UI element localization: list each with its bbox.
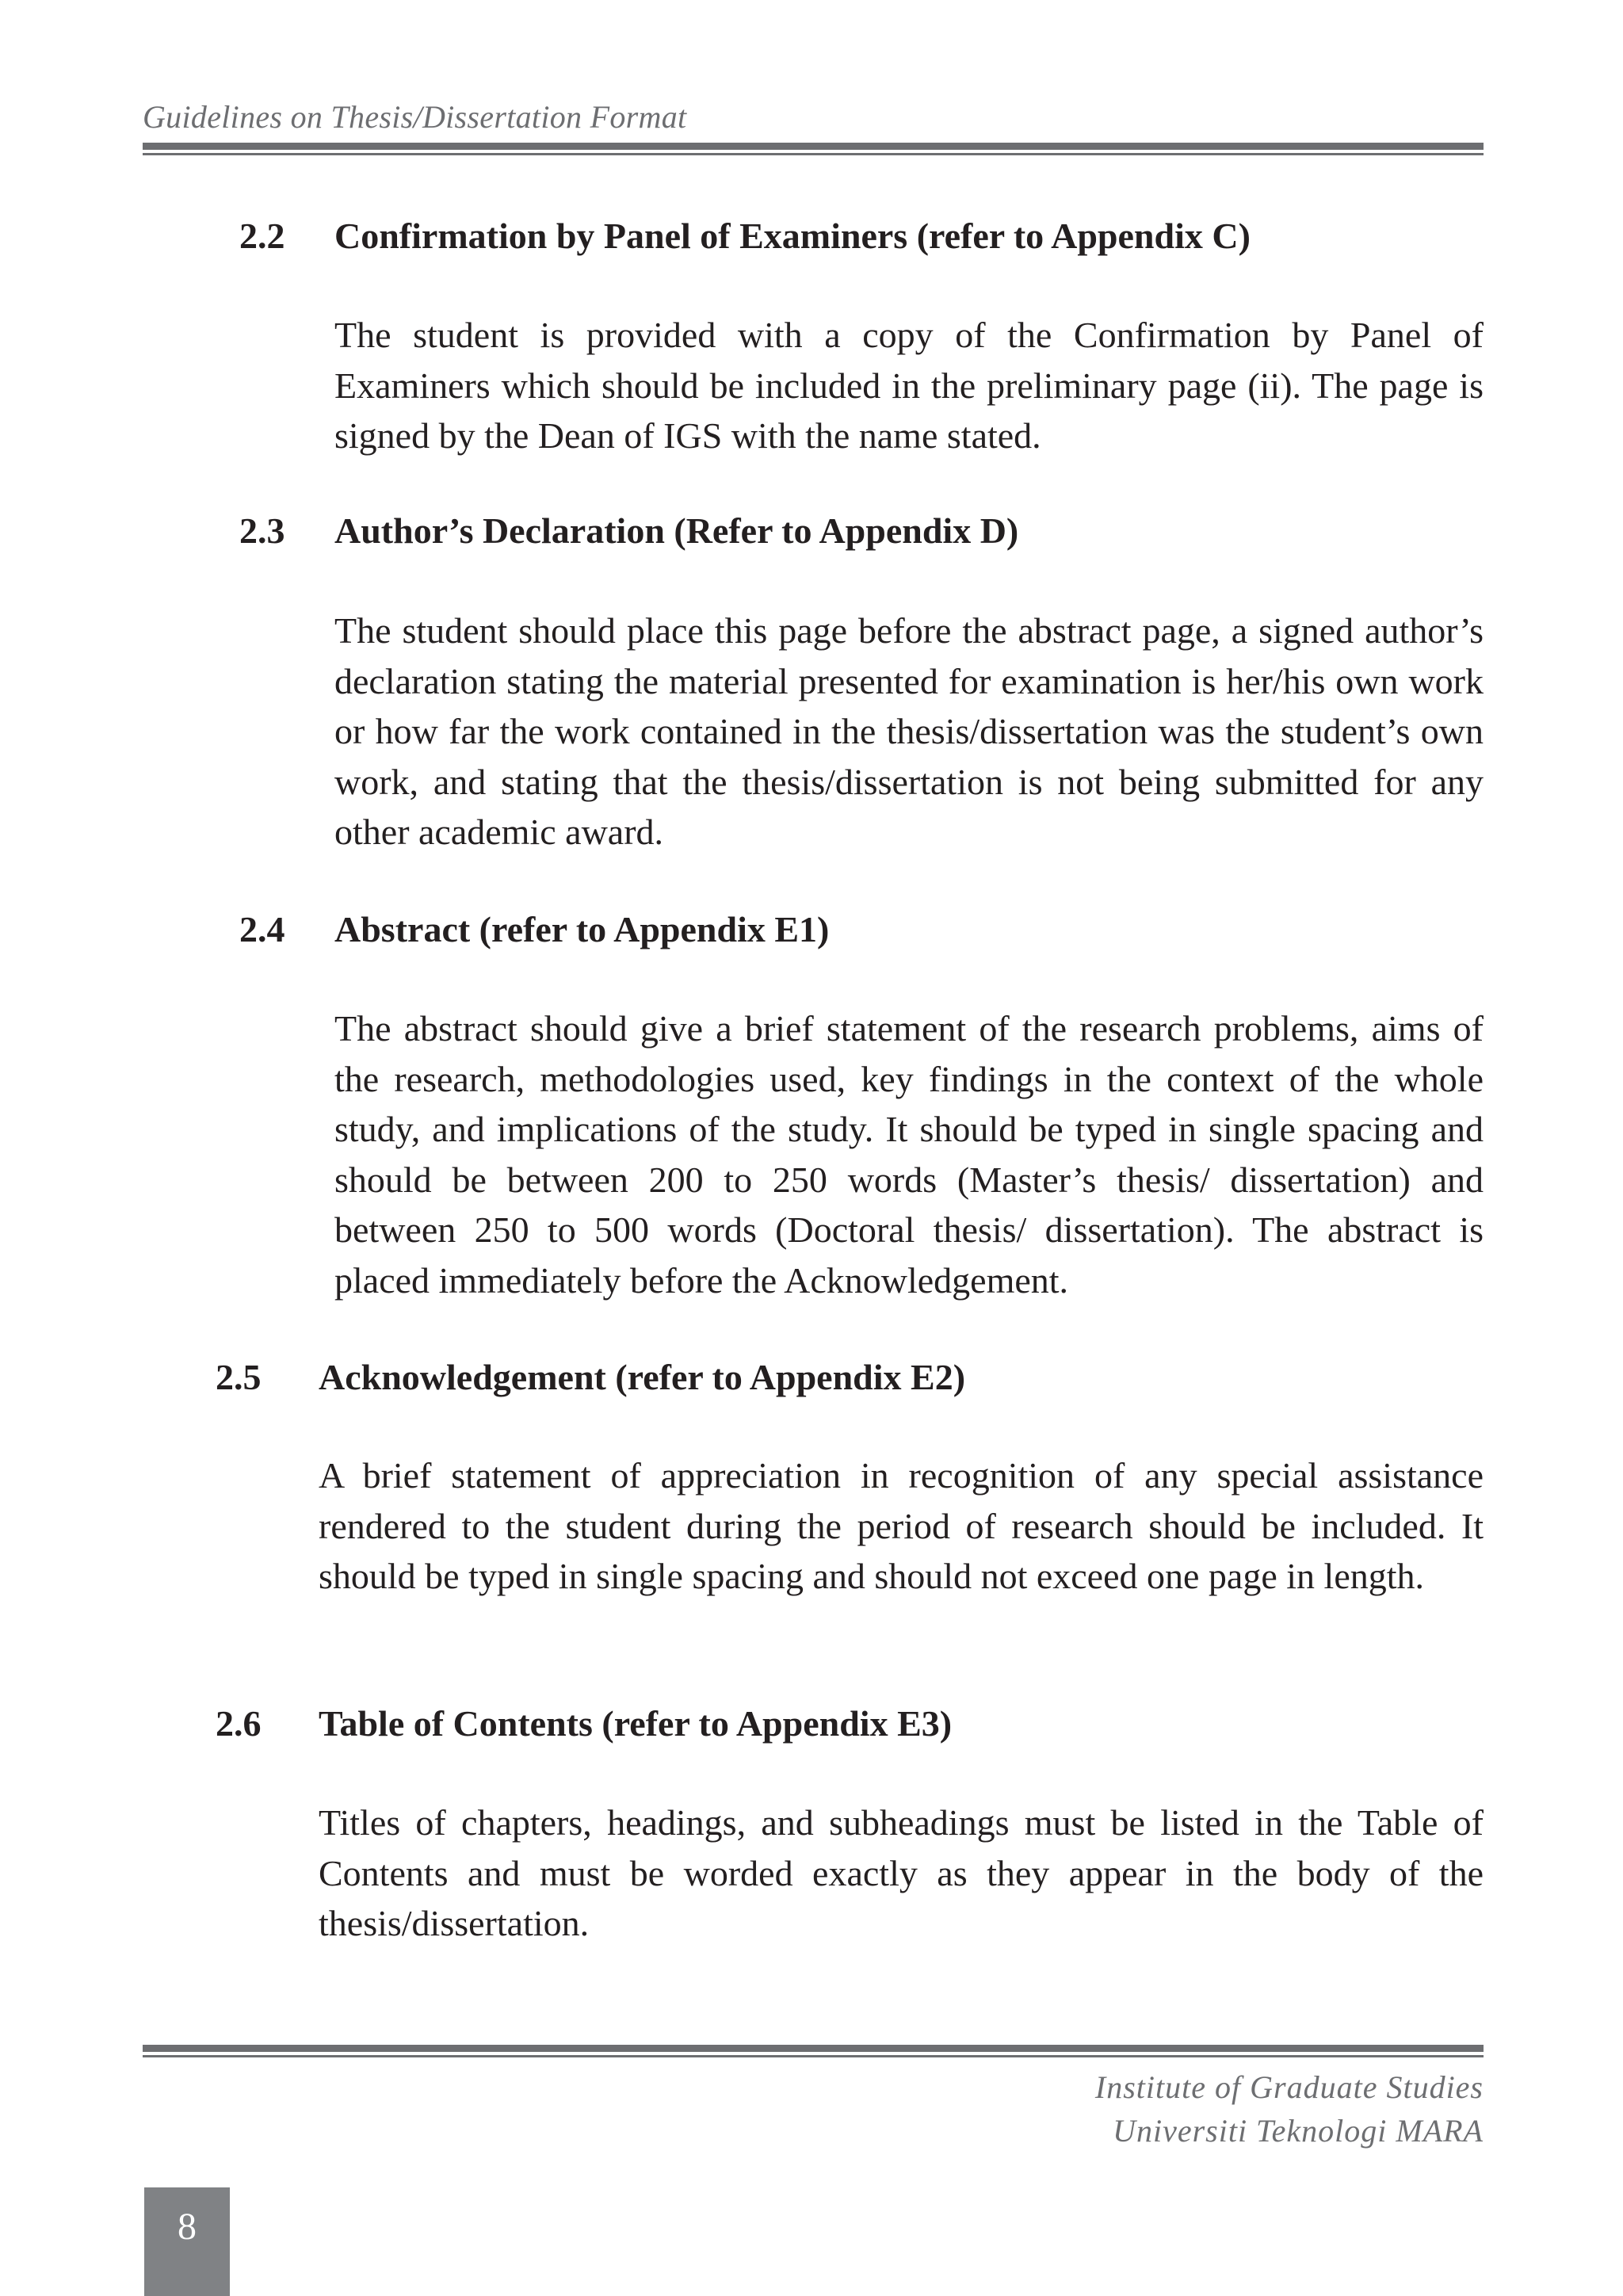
section-body: A brief statement of appreciation in recognition of any special assistance rendered to the student during the period of research should be included. It should be typed in single spacing and should not exceed one page in length.	[319, 1455, 1484, 1596]
page-number-tab	[144, 2187, 230, 2296]
section-number: 2.2	[239, 216, 285, 256]
section-title: Acknowledgement (refer to Appendix E2)	[319, 1357, 966, 1397]
section-body: The student is provided with a copy of the Confirmation by Panel of Examiners which should be included in the preliminary page (ii). The page is signed by the Dean of IGS with the name stated.	[334, 315, 1484, 456]
page-number: 8	[178, 2206, 197, 2248]
section-body: The student should place this page before the abstract page, a signed author’s declaration stating the material presented for examination is her/his own work or how far the work contained in the thesis/dissertation was the student’s own work, and stating that the thesis/dissertation is not being submitted for any other academic award.	[334, 610, 1484, 852]
section-number: 2.3	[239, 510, 285, 551]
footer-rule-thick	[143, 2045, 1484, 2052]
running-header: Guidelines on Thesis/Dissertation Format	[143, 99, 687, 135]
footer-university-name: Universiti Teknologi MARA	[1113, 2113, 1484, 2149]
section-title: Abstract (refer to Appendix E1)	[334, 909, 830, 949]
section-body: Titles of chapters, headings, and subheadings must be listed in the Table of Contents and must be worded exactly as they appear in the body of the thesis/dissertation.	[319, 1802, 1484, 1943]
header-rule-thick	[143, 143, 1484, 150]
section-number: 2.5	[216, 1357, 262, 1397]
section-number: 2.6	[216, 1703, 262, 1744]
section-title: Confirmation by Panel of Examiners (refer to Appendix C)	[334, 216, 1251, 256]
section-title: Table of Contents (refer to Appendix E3)	[319, 1703, 953, 1744]
footer-rule-thin	[143, 2055, 1484, 2057]
footer-institution	[1095, 2065, 1484, 2153]
header-rule-thin	[143, 153, 1484, 155]
footer-institute-name: Institute of Graduate Studies	[1094, 2069, 1484, 2105]
section-number: 2.4	[239, 909, 285, 949]
section-body: The abstract should give a brief statement of the research problems, aims of the research, methodologies used, key findings in the context of the whole study, and implications of the study. It should be typed in single spacing and should be between 200 to 250 words (Master’s thesis/ dissertation) and between 250 to 500 words (Doctoral thesis/ dissertation). The abstract is placed immediately before the Acknowledgement.	[334, 1008, 1484, 1301]
section-title: Author’s Declaration (Refer to Appendix D)	[334, 510, 1019, 551]
